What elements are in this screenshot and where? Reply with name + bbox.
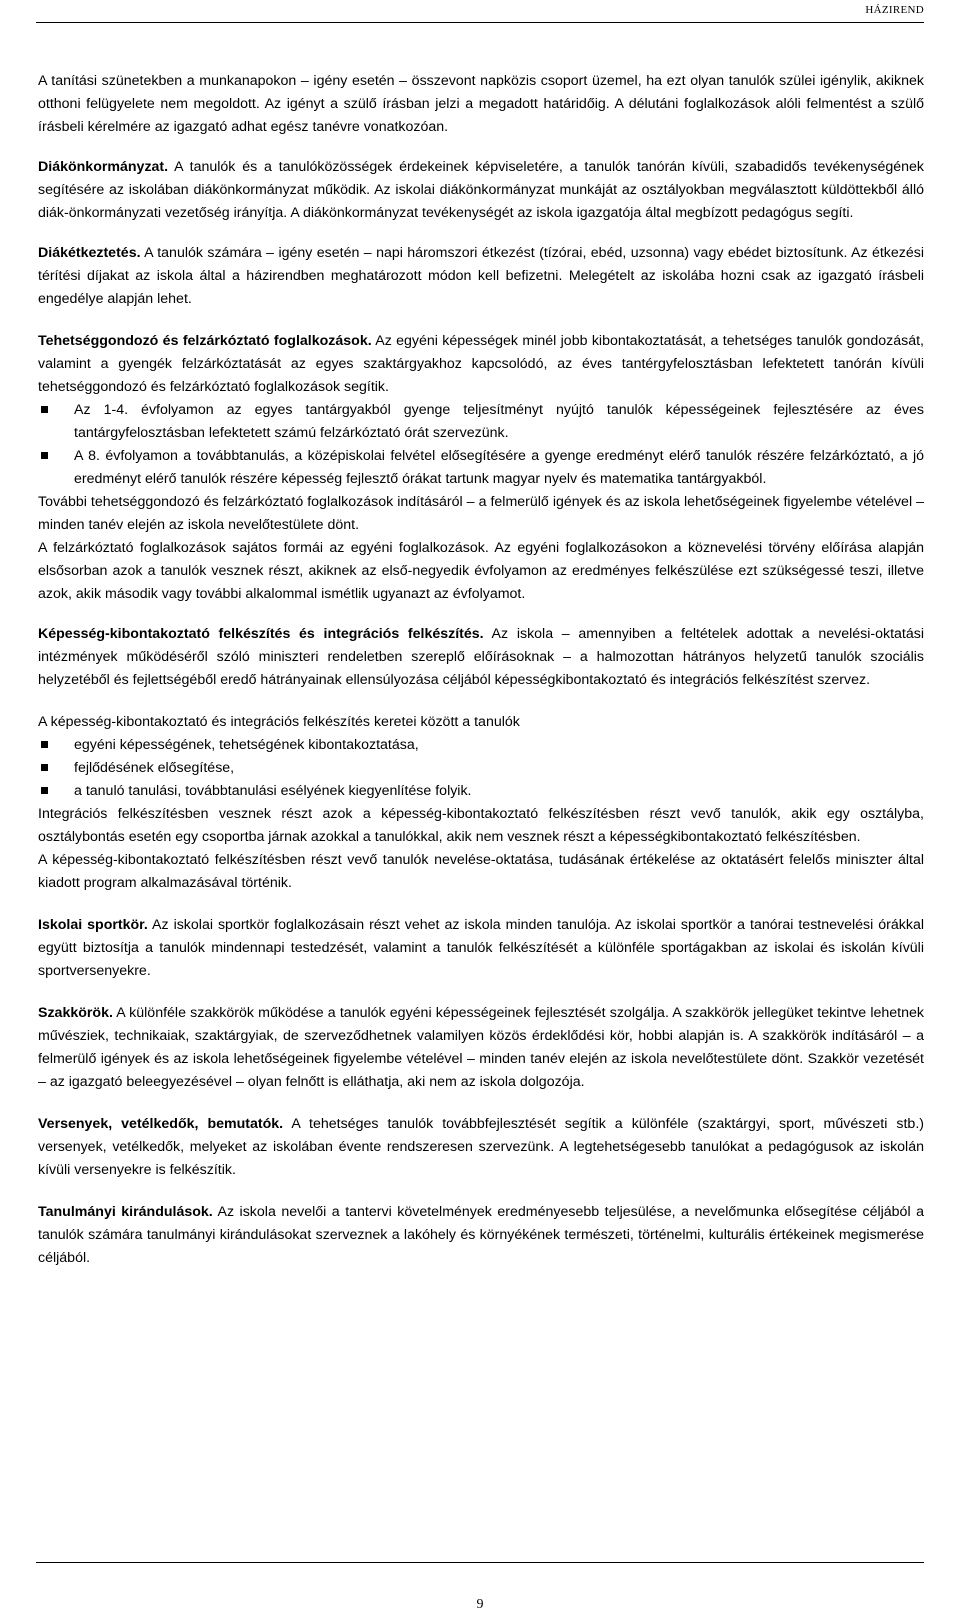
section-title: Iskolai sportkör. — [38, 917, 148, 933]
list-item: Az 1-4. évfolyamon az egyes tantárgyakból gyenge teljesítményt nyújtó tanulók képességeinek fejlesztésére az éves tantárgyfelosztásban lefektetett számú felzárkóztató órát szervezünk. — [38, 399, 924, 445]
header-title: HÁZIREND — [865, 4, 924, 16]
paragraph-egyeni-foglalkozasok: A felzárkóztató foglalkozások sajátos formái az egyéni foglalkozások. Az egyéni foglalkozásokon a köznevelési törvény előírása alapján elsősorban azok a tanulók vesznek részt, akiknek az első-negyedik évfolyamon az eredményes felkészülése ezt szükségessé teszi, illetve azok, akik második vagy további alkalommal ismétlik ugyanazt az évfolyamot. — [38, 540, 924, 602]
page-header — [36, 0, 924, 23]
bullet-list-keretei — [38, 734, 924, 803]
footer-rule — [36, 1562, 924, 1563]
list-item: fejlődésének elősegítése, — [38, 757, 924, 780]
section-diaketkeztetes — [38, 242, 924, 311]
section-sportkor — [38, 914, 924, 983]
section-tehetseggondozo — [38, 330, 924, 399]
list-item: egyéni képességének, tehetségének kibontakoztatása, — [38, 734, 924, 757]
section-text: A tehetséges tanulók továbbfejlesztését segítik a különféle (szaktárgyi, sport, művészeti stb.) versenyek, vetélkedők, melyeket az iskolában évente rendszeresen szervezünk. A legtehetségesebb tanulókat a pedagógusok az iskolán kívüli versenyekre is felkészítik. — [38, 1116, 924, 1178]
section-text: Az iskolai sportkör foglalkozásain részt vehet az iskola minden tanulója. Az iskolai sportkör a tanórai testnevelési órákkal együtt biztosítja a tanulók mindennapi testedzését, valamint a tanulók felkészítését a különféle sportágakban az iskolai és iskolán kívüli sportversenyekre. — [38, 917, 924, 979]
list-item: A 8. évfolyamon a továbbtanulás, a középiskolai felvétel elősegítésére a gyenge eredményt elérő tanulók részére felzárkóztató, a jó eredményt elérő tanulók részére képesség fejlesztő órákat tartunk magyar nyelv és matematika tantárgyakból. — [38, 445, 924, 491]
paragraph-tovabbi: További tehetséggondozó és felzárkóztató foglalkozások indításáról – a felmerülő igények és az iskola lehetőségeinek figyelembe vételével – minden tanév elején az iskola nevelőtestülete dönt. — [38, 494, 924, 533]
page-number: 9 — [476, 1597, 484, 1612]
section-text: Az egyéni képességek minél jobb kibontakoztatását, a tehetséges tanulók gondozását, valamint a gyengék felzárkóztatását az egyes szaktárgyakhoz kapcsolódó, az éves tantérgyfelosztásban lefektetett tanórán kívüli tehetséggondozó és felzárkóztató foglalkozások segítik. — [38, 333, 924, 395]
section-title: Versenyek, vetélkedők, bemutatók. — [38, 1116, 284, 1132]
section-title: Tanulmányi kirándulások. — [38, 1204, 213, 1220]
list-item: a tanuló tanulási, továbbtanulási esélyének kiegyenlítése folyik. — [38, 780, 924, 803]
paragraph-napkozi: A tanítási szünetekben a munkanapokon – igény esetén – összevont napközis csoport üzemel, ha ezt olyan tanulók szülei igénylik, akiknek otthoni felügyelete nem megoldott. Az igényt a szülő írásban jelzi a megadott határidőig. A délutáni foglalkozások alóli felmentést a szülő írásbeli kérelmére az igazgató adhat egész tanévre vonatkozóan. — [38, 73, 924, 135]
section-title: Tehetséggondozó és felzárkóztató foglalkozások. — [38, 333, 372, 349]
section-text: A különféle szakkörök működése a tanulók egyéni képességeinek fejlesztését szolgálja. A szakkörök jellegüket tekintve lehetnek művésziek, technikaiak, szaktárgyiak, de szerveződhetnek valamilyen közös érdeklődési kör, hobbi alapján is. A szakkörök indításáról – a felmerülő igények és az iskola lehetőségeinek figyelembe vételével – minden tanév elején az iskola nevelőtestülete dönt. Szakkör vezetését – az igazgató beleegyezésével – olyan felnőtt is elláthatja, aki nem az iskola dolgozója. — [38, 1005, 924, 1090]
section-szakkorok — [38, 1002, 924, 1094]
section-kepesseg-kibontakoztato — [38, 623, 924, 692]
section-text: A tanulók számára – igény esetén – napi háromszori étkezést (tízórai, ebéd, uzsonna) vagy ebédet biztosítunk. Az étkezési térítési díjakat az iskola által a házirendben meghatározott módon kell befizetni. Melegételt az iskolába hozni csak az igazgató írásbeli engedélye alapján lehet. — [38, 245, 924, 307]
section-title: Diákétkeztetés. — [38, 245, 141, 261]
document-body — [38, 70, 924, 1270]
paragraph-integracios: Integrációs felkészítésben vesznek részt azok a képesség-kibontakoztató felkészítésben részt vevő tanulók, akik egy osztályba, osztálybontás esetén egy csoportba járnak azokkal a tanulókkal, akik nem vesznek részt a képességkibontakoztató felkészítésben. — [38, 806, 924, 845]
bullet-list-felzarkoztatas — [38, 399, 924, 491]
section-title: Szakkörök. — [38, 1005, 113, 1021]
section-diakonkormanyzat — [38, 156, 924, 225]
paragraph-keretei: A képesség-kibontakoztató és integrációs felkészítés keretei között a tanulók — [38, 714, 520, 730]
section-kirandulasok — [38, 1201, 924, 1270]
section-text: Az iskola – amennyiben a feltételek adottak a nevelési-oktatási intézmények működéséről szóló miniszteri rendeletben szereplő előírásoknak – a halmozottan hátrányos helyzetű tanulók szociális helyzetéből és fejlettségéből eredő hátrányainak ellensúlyozása céljából képességkibontakoztató és integrációs felkészítést szervez. — [38, 626, 924, 688]
section-text: A tanulók és a tanulóközösségek érdekeinek képviseletére, a tanulók tanórán kívüli, szabadidős tevékenységének segítésére az iskolában diákönkormányzat működik. Az iskolai diákönkormányzat munkáját az osztályokban megválasztott küldöttekből álló diák-önkormányzati vezetőség irányítja. A diákönkormányzat tevékenységét az iskola igazgatója által megbízott pedagógus segíti. — [38, 159, 924, 221]
section-text: Az iskola nevelői a tantervi követelmények eredményesebb teljesülése, a nevelőmunka elősegítése céljából a tanulók számára tanulmányi kirándulásokat szerveznek a lakóhely és környékének természeti, történelmi, kulturális értékeinek megismerése céljából. — [38, 1204, 925, 1266]
section-title: Diákönkormányzat. — [38, 159, 169, 175]
section-title: Képesség-kibontakoztató felkészítés és integrációs felkészítés. — [38, 626, 484, 642]
section-versenyek — [38, 1113, 924, 1182]
paragraph-nevelese: A képesség-kibontakoztató felkészítésben részt vevő tanulók nevelése-oktatása, tudásának értékelése az oktatásért felelős miniszter által kiadott program alkalmazásával történik. — [38, 852, 924, 891]
